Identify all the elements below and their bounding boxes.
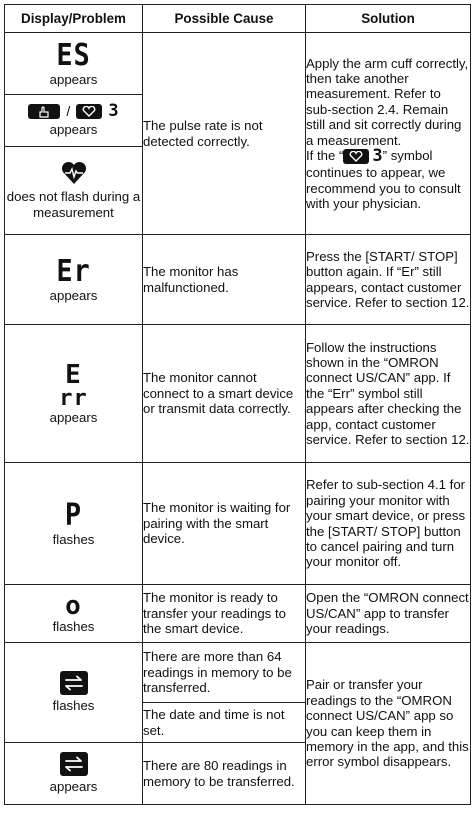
table-row: [5, 643, 471, 703]
troubleshooting-table: [4, 4, 471, 805]
display-label: appears: [49, 409, 98, 425]
display-label: flashes: [52, 698, 95, 714]
display-label: flashes: [52, 618, 95, 634]
display-cell: [5, 325, 143, 463]
irregular-heartbeat-symbol: [343, 148, 382, 165]
cuff-heart-symbols: [5, 103, 142, 120]
display-label: appears: [49, 779, 98, 795]
es-symbol: ES: [56, 37, 91, 73]
cause-cell: The monitor is ready to transfer your readings to the smart device.: [143, 585, 306, 643]
display-cell: [5, 33, 143, 95]
pairing-p-symbol: P: [64, 497, 83, 533]
display-label: appears: [49, 287, 98, 303]
three-digit: 3: [108, 101, 119, 122]
heart-icon: [343, 149, 369, 164]
err-symbol-top: E: [65, 359, 82, 390]
solution-cell: Open the “OMRON connect US/CAN” app to transfer your readings.: [306, 585, 471, 643]
cause-cell: The date and time is not set.: [143, 703, 306, 743]
solution-text-prefix: If the “: [306, 148, 344, 164]
heart-icon: [76, 104, 102, 119]
cause-cell: There are 80 readings in memory to be transferred.: [143, 743, 306, 805]
display-cell: [5, 95, 143, 147]
table-row: [5, 585, 471, 643]
cause-cell: There are more than 64 readings in memory to be transferred.: [143, 643, 306, 703]
table-row: [5, 325, 471, 463]
display-cell: [5, 643, 143, 743]
solution-cell: Follow the instructions shown in the “OMRON connect US/CAN” app. If the “Err” symbol still appears after checking the app, contact customer service. Refer to section 12.: [306, 325, 471, 463]
cause-cell: The monitor has malfunctioned.: [143, 235, 306, 325]
display-cell: [5, 147, 143, 235]
header-solution: Solution: [306, 5, 471, 33]
table-row: [5, 33, 471, 95]
cause-cell: The monitor cannot connect to a smart device or transmit data correctly.: [143, 325, 306, 463]
display-cell: [5, 235, 143, 325]
heartbeat-icon: [61, 161, 87, 185]
cause-cell: The monitor is waiting for pairing with the smart device.: [143, 463, 306, 585]
solution-cell: [306, 33, 471, 235]
transfer-o-symbol: o: [65, 590, 82, 621]
table-row: [5, 463, 471, 585]
header-cause: Possible Cause: [143, 5, 306, 33]
display-cell: [5, 743, 143, 805]
cause-cell: The pulse rate is not detected correctly.: [143, 33, 306, 235]
solution-cell: Pair or transfer your readings to the “OMRON connect US/CAN” app so you can keep them in memory in the app, and this error symbol disappears.: [306, 643, 471, 805]
display-cell: [5, 585, 143, 643]
table-header-row: [5, 5, 471, 33]
transfer-arrows-icon: [60, 752, 88, 776]
display-cell: [5, 463, 143, 585]
display-label: appears: [49, 122, 98, 138]
solution-text-suffix: ” symbol continues to appear, we recommend you to consult with your physician.: [306, 148, 461, 211]
err-symbol-bottom: rr: [59, 385, 88, 411]
display-label: flashes: [52, 531, 95, 547]
cuff-hand-icon: [28, 104, 60, 119]
solution-cell: Press the [START/ STOP] button again. If “Er” still appears, contact customer service. Refer to section 12.: [306, 235, 471, 325]
er-symbol: Er: [56, 253, 91, 289]
display-label: does not flash during a measurement: [6, 189, 141, 220]
display-label: appears: [49, 71, 98, 87]
header-display: Display/Problem: [5, 5, 143, 33]
three-digit: 3: [372, 146, 383, 167]
transfer-arrows-icon: [60, 671, 88, 695]
separator-slash: /: [66, 103, 71, 120]
table-row: [5, 235, 471, 325]
solution-cell: Refer to sub-section 4.1 for pairing your monitor with your smart device, or press the [START/ STOP] button to cancel pairing and turn your monitor off.: [306, 463, 471, 585]
solution-text: Apply the arm cuff correctly, then take another measurement. Refer to sub-section 2.4. Remain still and sit correctly during a measurement.: [306, 55, 469, 148]
